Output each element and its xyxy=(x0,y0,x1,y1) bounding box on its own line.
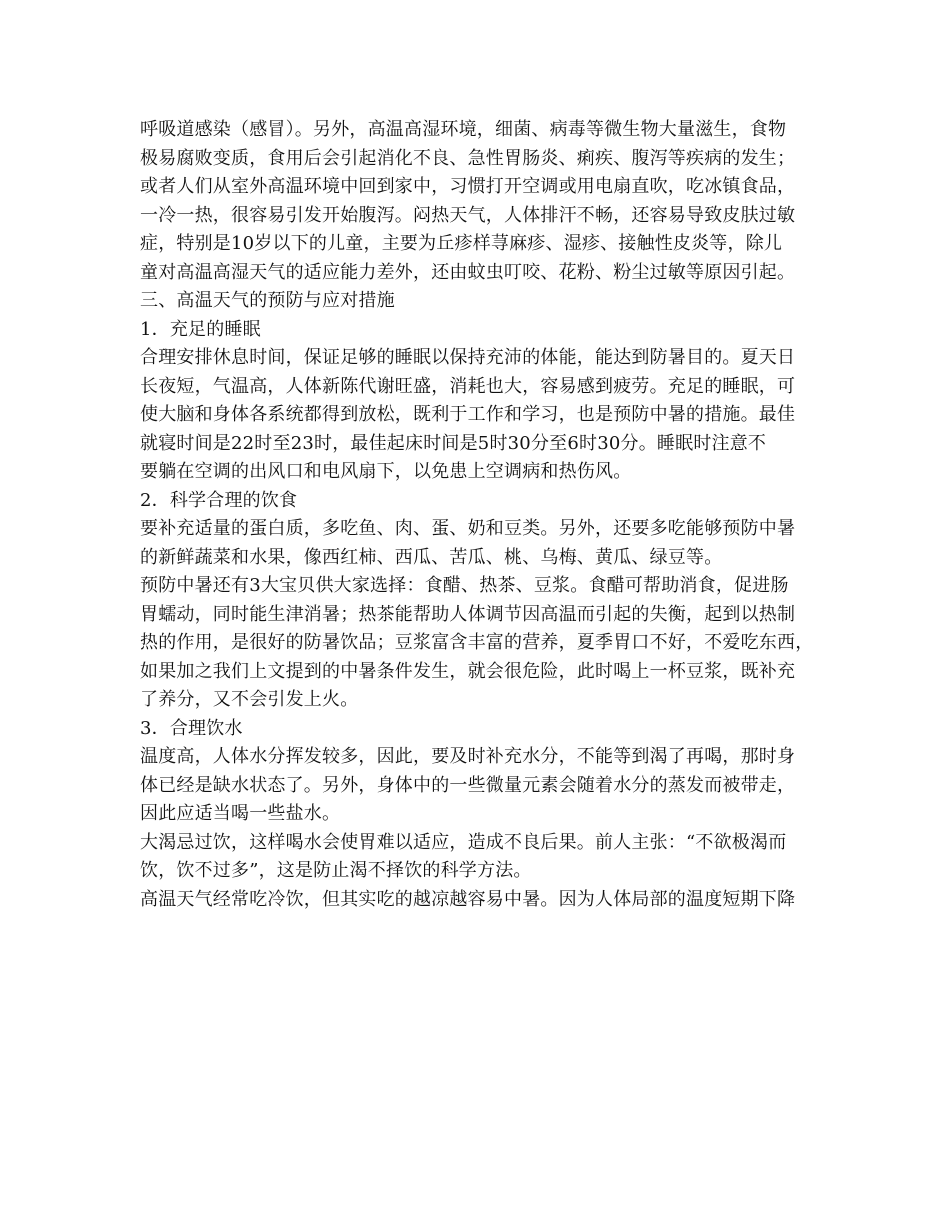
body-text-line: 就寝时间是22时至23时，最佳起床时间是5时30分至6时30分。睡眠时注意不 xyxy=(140,432,767,454)
subsection-heading: 1．充足的睡眠 xyxy=(140,318,261,340)
body-text-line: 或者人们从室外高温环境中回到家中，习惯打开空调或用电扇直吹，吃冰镇食品， xyxy=(140,176,796,197)
document-body xyxy=(140,116,820,914)
body-text-line: 因此应适当喝一些盐水。 xyxy=(140,803,341,824)
body-text-line: 温度高，人体水分挥发较多，因此，要及时补充水分，不能等到渴了再喝，那时身 xyxy=(140,746,796,767)
body-text-line: 大渴忌过饮，这样喝水会使胃难以适应，造成不良后果。前人主张：“不欲极渴而 xyxy=(140,831,787,853)
body-text-line: 长夜短，气温高，人体新陈代谢旺盛，消耗也大，容易感到疲劳。充足的睡眠，可 xyxy=(140,375,796,397)
subsection-heading: 3．合理饮水 xyxy=(140,717,243,739)
body-text-line: 极易腐败变质，食用后会引起消化不良、急性胃肠炎、痢疾、腹泻等疾病的发生； xyxy=(140,147,796,169)
section-heading: 三、高温天气的预防与应对措施 xyxy=(140,290,395,311)
body-text-line: 胃蠕动，同时能生津消暑；热茶能帮助人体调节因高温而引起的失衡，起到以热制 xyxy=(140,603,796,625)
body-text-line: 症，特别是10岁以下的儿童，主要为丘疹样荨麻疹、湿疹、接触性皮炎等，除儿 xyxy=(140,233,783,254)
body-text-line: 使大脑和身体各系统都得到放松，既利于工作和学习，也是预防中暑的措施。最佳 xyxy=(140,404,796,425)
body-text-line: 合理安排休息时间，保证足够的睡眠以保持充沛的体能，能达到防暑目的。夏天日 xyxy=(140,347,796,368)
body-text-line: 要补充适量的蛋白质，多吃鱼、肉、蛋、奶和豆类。另外，还要多吃能够预防中暑 xyxy=(140,518,796,539)
body-text-line: 如果加之我们上文提到的中暑条件发生，就会很危险，此时喝上一杯豆浆，既补充 xyxy=(140,660,796,682)
body-text-line: 了养分，又不会引发上火。 xyxy=(140,689,359,710)
body-text-line: 一冷一热，很容易引发开始腹泻。闷热天气，人体排汗不畅，还容易导致皮肤过敏 xyxy=(140,204,796,226)
body-text-line: 的新鲜蔬菜和水果，像西红柿、西瓜、苦瓜、桃、乌梅、黄瓜、绿豆等。 xyxy=(140,546,723,568)
body-text-line: 体已经是缺水状态了。另外，身体中的一些微量元素会随着水分的蒸发而被带走， xyxy=(140,774,796,796)
body-text-line: 呼吸道感染（感冒）。另外，高温高湿环境，细菌、病毒等微生物大量滋生，食物 xyxy=(140,119,787,140)
body-text-line: 要躺在空调的出风口和电风扇下，以免患上空调病和热伤风。 xyxy=(140,461,632,482)
body-text-line: 饮，饮不过多”，这是防止渴不择饮的科学方法。 xyxy=(140,860,532,881)
subsection-heading: 2．科学合理的饮食 xyxy=(140,489,298,511)
body-text-line: 高温天气经常吃冷饮，但其实吃的越凉越容易中暑。因为人体局部的温度短期下降 xyxy=(140,888,796,910)
body-text-line: 热的作用，是很好的防暑饮品；豆浆富含丰富的营养，夏季胃口不好，不爱吃东西， xyxy=(140,632,814,653)
body-text-line: 童对高温高湿天气的适应能力差外，还由蚊虫叮咬、花粉、粉尘过敏等原因引起。 xyxy=(140,261,796,283)
body-text-line: 预防中暑还有3大宝贝供大家选择：食醋、热茶、豆浆。食醋可帮助消食，促进肠 xyxy=(140,575,789,596)
